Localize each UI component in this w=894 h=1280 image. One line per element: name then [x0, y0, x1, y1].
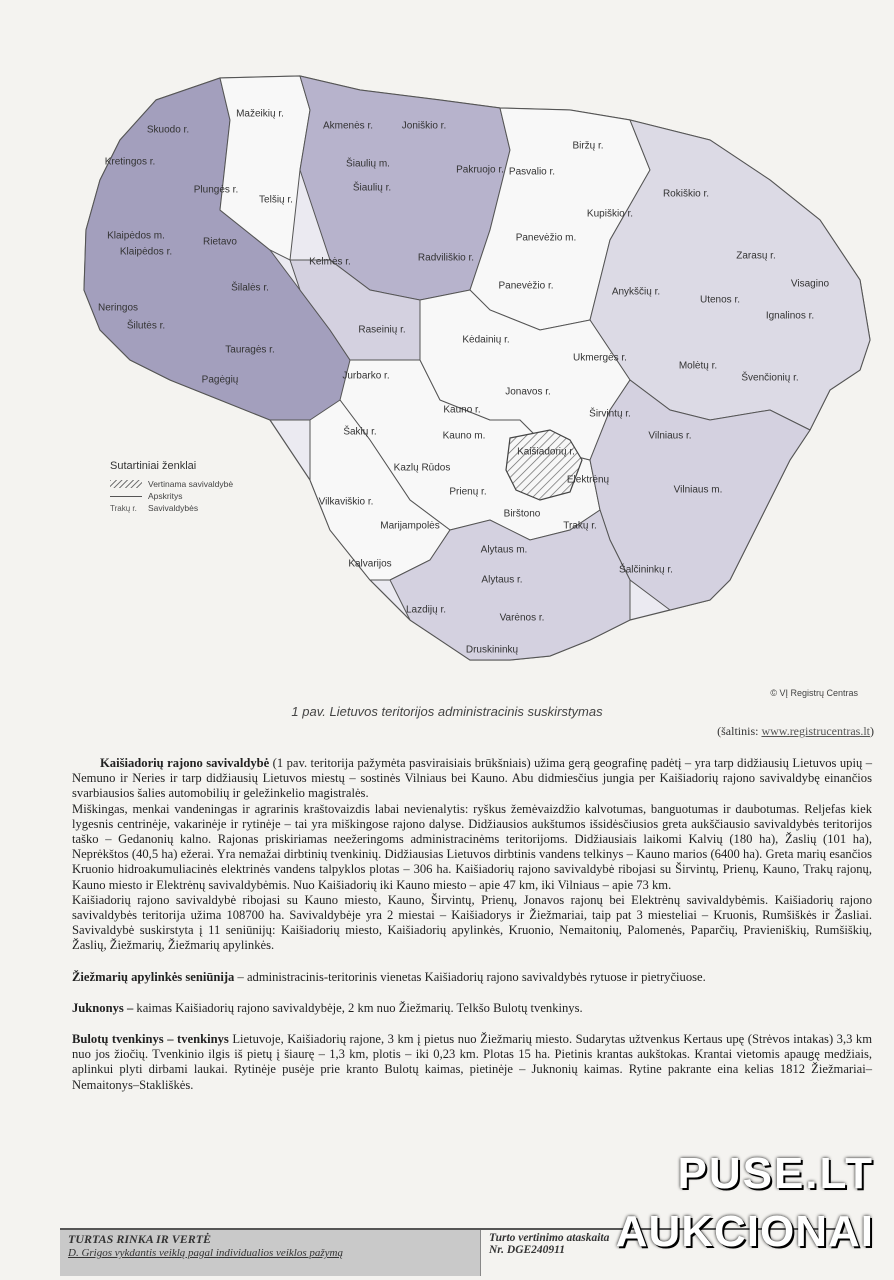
map-label: Lazdijų r. [405, 604, 447, 616]
map-label: Akmenės r. [322, 120, 374, 132]
map-label: Jonavos r. [505, 386, 551, 398]
paragraph-5-text: kaimas Kaišiadorių rajono savivaldybėje, 2 km nuo Žiežmarių. Telkšo Bulotų tvenkinys. [133, 1000, 583, 1015]
map-label: Pakruojo r. [456, 164, 504, 176]
paragraph-1-text: (1 pav. teritorija pažymėta pasviraisiais brūkšniais) užima gerą geografinę padėtį – yra tarp didžiausių Lietuvos upių – Nemuno ir Neries ir tarp didžiausių Lietuvos miestų – sostinės Vilniaus bei Kauno. Abu didmiesčius jungia per Kaišiadorių rajono savivaldybę einančios svarbiausios šalies automobilių ir geležinkelio magistralės. [72, 756, 873, 801]
paragraph-5-bold: Juknonys – [72, 1000, 134, 1015]
map-label: Mažeikių r. [236, 108, 284, 120]
map-label: Skuodo r. [146, 124, 190, 136]
map-label: Šilutės r. [126, 320, 166, 332]
map-label: Molėtų r. [678, 360, 718, 372]
map-label: Vilkaviškio r. [318, 496, 374, 508]
map-label: Kauno m. [442, 430, 486, 442]
map-label: Alytaus r. [481, 574, 523, 586]
map-label: Prienų r. [449, 486, 487, 498]
paragraph-6 [72, 1032, 872, 1093]
paragraph-4-text: – administracinis-teritorinis vienetas Kaišiadorių rajono savivaldybės rytuose ir pietryčiuose. [234, 969, 706, 984]
hatch-swatch-icon [110, 480, 142, 488]
map-label: Joniškio r. [401, 120, 447, 132]
map-label: Neringos [97, 302, 139, 314]
map-label: Birštono [503, 508, 541, 520]
map-label: Anykščių r. [611, 286, 661, 298]
map-label: Klaipėdos r. [119, 246, 173, 258]
footer-right-title: Turto vertinimo ataskaita [489, 1232, 610, 1244]
map-label: Varėnos r. [499, 612, 545, 624]
map-label: Švenčionių r. [741, 372, 799, 384]
footer-right-sub: Nr. DGE240911 [489, 1244, 566, 1256]
paragraph-1-bold: Kaišiadorių rajono savivaldybė [100, 756, 270, 770]
map-label: Klaipėdos m. [107, 230, 165, 242]
paragraph-5 [72, 1001, 872, 1016]
map-label: Vilniaus m. [673, 484, 723, 496]
paragraph-6-text: Lietuvoje, Kaišiadorių rajone, 3 km į pietus nuo Žiežmarių miesto. Sudarytas užtvenkus Kertaus upę (Strėvos intakas) 3,3 km nuo jos žiočių. Tvenkinio ilgis iš pietų į šiaurę – 1,3 km, plotis – iki 0,23 km. Plotas 15 ha. Pietinis krantas aukštokas. Krantai vietomis apaugę medžiais, aplinkui plyti dirbami laukai. Rytinėje pusėje prie kranto Bulotų kaimas, pietinėje – Juknonių kaimas. Rytine pakrante eina kelias 1812 Žiežmariai–Nemaitonys–Stakliškės. [72, 1032, 873, 1092]
map-label: Šiaulių r. [352, 182, 392, 194]
body-text [72, 756, 872, 1093]
map-label: Šakių r. [343, 426, 377, 438]
lithuania-map [70, 60, 880, 700]
paragraph-3: Kaišiadorių rajono savivaldybė ribojasi su Kauno miesto, Kauno, Širvintų, Prienų, Jonavos rajonų bei Elektrėnų savivaldybėmis. Kaišiadorių rajono savivaldybės teritorija užima 108700 ha. Savivaldybėje yra 2 miestai – Kaišiadorys ir Žiežmariai, taip pat 3 miesteliai – Kruonis, Rumšiškės ir Žasliai. Savivaldybė suskirstyta į 11 seniūnijų: Kaišiadorių miesto, Kaišiadorių apylinkės, Kruonio, Nemaitonių, Palomenės, Paparčių, Pravieniškių, Rumšiškių, Žaslių, Žiežmarių, Žiežmarių apylinkės. [72, 892, 872, 953]
map-label: Kaišiadorių r. [517, 446, 575, 458]
source-prefix: (šaltinis: [717, 724, 762, 738]
map-label: Jurbarko r. [342, 370, 390, 382]
map-label: Širvintų r. [589, 408, 631, 420]
map-label: Šilalės r. [231, 282, 269, 294]
map-label: Trakų r. [563, 520, 597, 532]
legend-savivaldybes-label: Savivaldybės [148, 503, 199, 513]
paragraph-4 [72, 970, 872, 985]
map-label: Marijampolės [380, 520, 440, 532]
map-label: Rietavo [203, 236, 237, 248]
map-label: Kazlų Rūdos [393, 462, 451, 474]
map-label: Kelmės r. [309, 256, 351, 268]
map-label: Biržų r. [572, 140, 604, 152]
paragraph-4-bold: Žiežmarių apylinkės seniūnija [72, 969, 235, 984]
map-label: Panevėžio r. [498, 280, 554, 292]
legend-line-label: Apskritys [148, 491, 183, 501]
map-label: Pasvalio r. [508, 166, 556, 178]
map-label: Elektrėnų [566, 474, 610, 486]
region-kaisiadorys-hatched [506, 430, 582, 500]
map-label: Ignalinos r. [765, 310, 815, 322]
legend-sample-label: Trakų r. [110, 503, 137, 513]
footer-left-sub: D. Grigos vykdantis veiklą pagal individualios veiklos pažymą [68, 1247, 343, 1259]
figure-caption: 1 pav. Lietuvos teritorijos administracinis suskirstymas [291, 704, 603, 719]
map-label: Kretingos r. [104, 156, 156, 168]
legend-hatch-label: Vertinama savivaldybė [148, 479, 234, 489]
watermark-line-1: PUSE.LT [677, 1149, 874, 1198]
legend-row-savivaldybes [110, 502, 233, 514]
legend-row-hatch [110, 478, 233, 490]
map-label: Kauno r. [443, 404, 481, 416]
map-label: Ukmergės r. [573, 352, 627, 364]
source-suffix: ) [870, 724, 874, 738]
map-label: Alytaus m. [480, 544, 528, 556]
legend-title: Sutartiniai ženklai [110, 460, 197, 472]
watermark [584, 1145, 874, 1275]
paragraph-6-bold: Bulotų tvenkinys – tvenkinys [72, 1032, 229, 1047]
map-label: Raseinių r. [358, 324, 406, 336]
paragraph-2: Miškingas, menkai vandeningas ir agrarinis kraštovaizdis labai nevienalytis: ryškus žemėvaizdžio kalvotumas, banguotumas ir daubotumas. Reljefas kiek lygesnis centrinėje, vakarinėje ir rytinėje – tai yra miškingose rajono dalyse. Didžiausios aukštumos išsidėsčiusios greta aukščiausio savivaldybės teritorijos taško – Gedanonių kalno. Rajonas priskiriamas neežeringoms administracinėms teritorijoms. Didžiausiais laikomi Kalvių (180 ha), Žaslių (101 ha), Neprėkštos (40,5 ha) ežerai. Yra nemažai dirbtinių tvenkinių. Didžiausias Lietuvos dirbtinis vandens telkinys – Kauno marios (6400 ha). Greta marių esančios Kruonio hidroakumuliacinės elektrinės vandens talpyklos plotas – 306 ha. Kaišiadorių rajono savivaldybė ribojasi su Širvintų, Prienų, Kauno, Trakų rajonų, Kauno miesto ir Elektrėnų savivaldybėmis. Nuo Kaišiadorių iki Kauno miesto – apie 47 km, iki Vilniaus – apie 73 km. [72, 801, 872, 892]
map-label: Pagėgių [201, 374, 239, 386]
map-label: Plungės r. [193, 184, 239, 196]
footer-left [60, 1230, 480, 1276]
map-copyright: © VĮ Registrų Centras [770, 688, 858, 698]
map-label: Radviliškio r. [417, 252, 475, 264]
paragraph-1 [72, 756, 872, 802]
map-legend [110, 460, 233, 514]
map-label: Utenos r. [699, 294, 741, 306]
line-swatch-icon [110, 496, 142, 497]
map-label: Kėdainių r. [462, 334, 510, 346]
source-link[interactable]: www.registrucentras.lt [761, 724, 870, 738]
footer-left-title: TURTAS RINKA IR VERTĖ [68, 1232, 212, 1246]
map-label: Telšių r. [259, 194, 293, 206]
legend-row-line [110, 490, 233, 502]
figure-source [717, 724, 874, 739]
map-label: Zarasų r. [736, 250, 776, 262]
map-label: Šalčininkų r. [619, 564, 673, 576]
watermark-line-2: AUKCIONAI [615, 1207, 874, 1256]
map-label: Kalvarijos [348, 558, 392, 570]
map-label: Vilniaus r. [648, 430, 692, 442]
map-label: Rokiškio r. [662, 188, 710, 200]
map-label: Tauragės r. [225, 344, 275, 356]
map-label: Druskininkų [465, 644, 519, 656]
map-label: Visagino [790, 278, 830, 290]
map-label: Kupiškio r. [586, 208, 634, 220]
map-label: Panevėžio m. [515, 232, 577, 244]
map-label: Šiaulių m. [346, 158, 390, 170]
